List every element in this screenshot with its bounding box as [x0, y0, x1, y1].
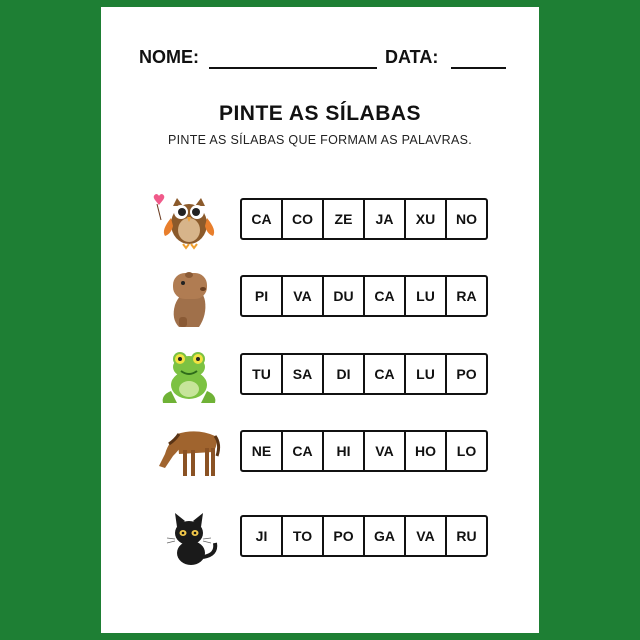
name-line[interactable]	[209, 67, 377, 69]
syllable-box[interactable]: JI	[242, 517, 283, 555]
owl-icon	[149, 190, 223, 250]
syllable-box[interactable]: RU	[456, 528, 477, 544]
exercise-row	[101, 190, 539, 250]
syllable-box[interactable]: VA	[283, 277, 324, 315]
syllable-box[interactable]: CA	[242, 200, 283, 238]
syllable-box[interactable]: VA	[406, 517, 447, 555]
header-fields	[137, 47, 509, 73]
syllable-row	[240, 275, 488, 317]
syllable-box[interactable]: NO	[456, 211, 477, 227]
syllable-box[interactable]: NE	[242, 432, 283, 470]
syllable-box[interactable]: CA	[365, 355, 406, 393]
syllable-box[interactable]: LU	[406, 355, 447, 393]
syllable-row	[240, 353, 488, 395]
horse-icon	[149, 422, 223, 482]
syllable-box[interactable]: CO	[283, 200, 324, 238]
date-line[interactable]	[451, 67, 506, 69]
instructions: PINTE AS SÍLABAS QUE FORMAM AS PALAVRAS.	[168, 133, 472, 147]
syllable-box[interactable]: XU	[406, 200, 447, 238]
syllable-box[interactable]: HI	[324, 432, 365, 470]
page-title: PINTE AS SÍLABAS	[218, 102, 422, 125]
syllable-box[interactable]: PO	[456, 366, 477, 382]
syllable-box[interactable]: HO	[406, 432, 447, 470]
exercise-row	[101, 422, 539, 482]
exercise-row	[101, 507, 539, 567]
syllable-box[interactable]: PO	[324, 517, 365, 555]
syllable-box[interactable]: DI	[324, 355, 365, 393]
exercise-row	[101, 345, 539, 405]
syllable-box[interactable]: ZE	[324, 200, 365, 238]
syllable-box[interactable]: SA	[283, 355, 324, 393]
cat-icon	[149, 507, 223, 567]
syllable-row	[240, 515, 488, 557]
frog-icon	[149, 345, 223, 405]
syllable-box[interactable]: LU	[406, 277, 447, 315]
syllable-box[interactable]: GA	[365, 517, 406, 555]
worksheet	[101, 7, 539, 633]
syllable-row	[240, 198, 488, 240]
syllable-box[interactable]: TO	[283, 517, 324, 555]
syllable-box[interactable]: VA	[365, 432, 406, 470]
syllable-box[interactable]: CA	[365, 277, 406, 315]
syllable-row	[240, 430, 488, 472]
syllable-box[interactable]: LO	[456, 443, 477, 459]
exercise-row	[101, 267, 539, 327]
syllable-box[interactable]: JA	[365, 200, 406, 238]
name-label: NOME:	[139, 47, 199, 67]
syllable-box[interactable]: DU	[324, 277, 365, 315]
date-label: DATA:	[385, 47, 439, 67]
syllable-box[interactable]: PI	[242, 277, 283, 315]
capybara-icon	[149, 267, 223, 327]
syllable-box[interactable]: CA	[283, 432, 324, 470]
syllable-box[interactable]: TU	[242, 355, 283, 393]
syllable-box[interactable]: RA	[456, 288, 477, 304]
